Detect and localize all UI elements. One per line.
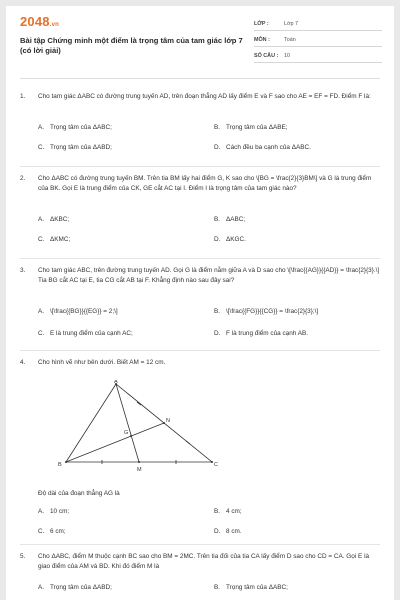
option-c[interactable]: C. ΔKMC; (38, 236, 71, 243)
median-bn (66, 423, 164, 462)
option-c[interactable]: C. 6 cm; (38, 528, 66, 535)
question-4: 4. Cho hình vẽ như bên dưới. Biết AM = 12 cm. (20, 359, 166, 366)
header (6, 6, 394, 68)
question-1: 1. Cho tam giác ΔABC có đường trung tuyến AD, trên đoạn thẳng AD lấy điểm E và F sao cho AE = EF = FD. Điểm F là: (20, 93, 371, 100)
question-divider (20, 166, 380, 167)
option-b[interactable]: B. \[\frac{{FG}}{{CG}} = \frac{2}{3};\] (214, 308, 319, 315)
triangle-figure (54, 380, 226, 476)
label-n: N (166, 418, 170, 424)
worksheet-title: Bài tập Chứng minh một điểm là trọng tâm của tam giác lớp 7 (có lời giải) (20, 36, 243, 55)
option-b[interactable]: B. 4 cm; (214, 508, 242, 515)
option-a[interactable]: A. \[\frac{{BG}}{{EG}} = 2;\] (38, 308, 118, 315)
point-n (163, 422, 165, 424)
option-d[interactable]: D. 8 cm. (214, 528, 242, 535)
question-divider (20, 350, 380, 351)
option-b[interactable]: B. Trọng tâm của ΔABE; (214, 124, 288, 131)
question-count-row: SỐ CÂU : 10 (254, 50, 382, 63)
point-b (65, 461, 67, 463)
site-logo[interactable]: 2048.vn (20, 14, 60, 29)
question-divider (20, 258, 380, 259)
point-m (138, 461, 140, 463)
label-a: A (114, 380, 118, 385)
label-c: C (214, 462, 218, 468)
option-d[interactable]: D. Cách đều ba cạnh của ΔABC. (214, 144, 311, 151)
option-b[interactable]: B. ΔABC; (214, 216, 246, 223)
option-a[interactable]: A. Trọng tâm của ΔABD; (38, 584, 112, 591)
option-c[interactable]: C. Trọng tâm của ΔABD; (38, 144, 112, 151)
question-5: 5. Cho ΔABC, điểm M thuộc cạnh BC sao cho BM = 2MC. Trên tia đối của tia CA lấy điểm D sao cho CD = CA. Gọi E là giao điểm của AM và BD. Khi đó điểm M là (20, 553, 370, 570)
question-divider (20, 544, 380, 545)
point-g (130, 435, 132, 437)
option-d[interactable]: D. ΔKGC. (214, 236, 246, 243)
question-2: 2. Cho ΔABC có đường trung tuyến BM. Trên tia BM lấy hai điểm G, K sao cho \[BG = \frac{2}{3}BM\] và G là trung điểm của BK. Gọi E là trung điểm của CK, GE cắt AC tại I. Điểm I là trọng tâm của tam giác nào? (20, 175, 372, 192)
median-am (116, 384, 139, 462)
subject-row: MÔN : Toán (254, 34, 382, 47)
option-a[interactable]: A. ΔKBC; (38, 216, 70, 223)
grade-row: LỚP : Lớp 7 (254, 18, 382, 31)
label-g: G (124, 430, 129, 436)
question-4-subtext: Độ dài của đoạn thẳng AG là (38, 490, 120, 497)
point-c (211, 461, 213, 463)
option-d[interactable]: D. F là trung điểm của cạnh AB. (214, 330, 309, 337)
label-b: B (58, 462, 62, 468)
option-a[interactable]: A. 10 cm; (38, 508, 70, 515)
option-b[interactable]: B. Trọng tâm của ΔABC; (214, 584, 288, 591)
question-3: 3. Cho tam giác ABC, trên đường trung tuyến AD. Gọi G là điểm nằm giữa A và D sao cho \[\frac{{AG}}{{AD}} = \frac{2}{3}.\] Tia BG cắt AC tại E, tia CG cắt AB tại F. Khẳng định nào sau đây sai? (20, 267, 380, 284)
option-c[interactable]: C. E là trung điểm của cạnh AC; (38, 330, 133, 337)
option-a[interactable]: A. Trọng tâm của ΔABC; (38, 124, 112, 131)
meta-panel (254, 18, 382, 66)
tick-nc (186, 441, 190, 444)
triangle-abc (66, 384, 212, 462)
header-divider (20, 78, 380, 79)
worksheet (6, 6, 394, 600)
label-m: M (137, 467, 142, 473)
